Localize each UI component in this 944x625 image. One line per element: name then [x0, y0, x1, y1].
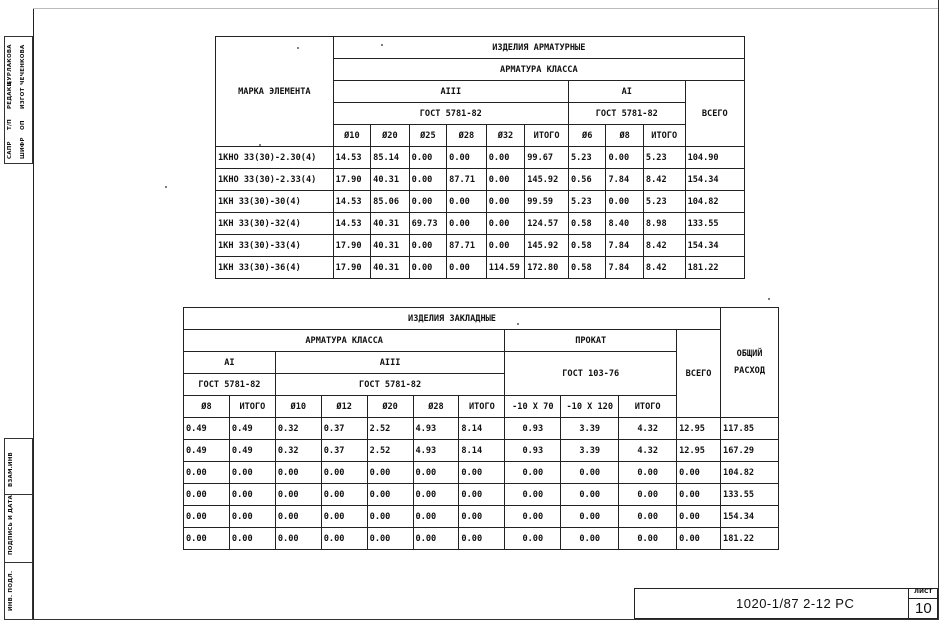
value-cell: 0.00 — [447, 213, 487, 235]
value-cell: 0.00 — [505, 484, 561, 506]
value-cell: 181.22 — [685, 257, 744, 279]
value-cell: 0.00 — [459, 506, 505, 528]
value-cell: 8.42 — [643, 235, 685, 257]
frame-bottom-line — [33, 619, 938, 620]
value-cell: 0.00 — [459, 528, 505, 550]
table-title: ИЗДЕЛИЯ АРМАТУРНЫЕ — [333, 37, 744, 59]
column-header: -10 X 70 — [505, 396, 561, 418]
value-cell: 133.55 — [685, 213, 744, 235]
value-cell: 154.34 — [685, 235, 744, 257]
column-header: ИТОГО — [525, 125, 569, 147]
column-header: Ø10 — [275, 396, 321, 418]
value-cell: 3.39 — [561, 418, 619, 440]
mark-header: МАРКА ЭЛЕМЕНТА — [216, 37, 334, 147]
value-cell: 0.93 — [505, 418, 561, 440]
total-header: ВСЕГО — [677, 330, 721, 418]
value-cell: 4.93 — [413, 418, 459, 440]
table-row — [184, 484, 779, 506]
value-cell: 69.73 — [409, 213, 446, 235]
column-header: ИТОГО — [229, 396, 275, 418]
value-cell: 3.39 — [561, 440, 619, 462]
table-subtitle: АРМАТУРА КЛАССА — [184, 330, 505, 352]
value-cell: 133.55 — [721, 484, 779, 506]
column-header: Ø8 — [184, 396, 230, 418]
value-cell: 8.40 — [606, 213, 643, 235]
table-row — [216, 235, 745, 257]
value-cell: 0.00 — [409, 257, 446, 279]
value-cell: 4.32 — [619, 418, 677, 440]
margin-label: САПР — [7, 141, 13, 159]
column-header: Ø6 — [568, 125, 605, 147]
column-header: Ø12 — [321, 396, 367, 418]
value-cell: 0.93 — [505, 440, 561, 462]
value-cell: 0.00 — [321, 528, 367, 550]
frame-right-line — [938, 0, 939, 620]
value-cell: 8.42 — [643, 257, 685, 279]
class-header: AIII — [333, 81, 568, 103]
value-cell: 0.00 — [486, 191, 525, 213]
value-cell: 0.00 — [459, 484, 505, 506]
value-cell: 0.00 — [184, 506, 230, 528]
scan-speck — [517, 323, 519, 325]
value-cell: 0.00 — [619, 462, 677, 484]
value-cell: 0.00 — [677, 506, 721, 528]
value-cell: 117.85 — [721, 418, 779, 440]
value-cell: 0.49 — [229, 440, 275, 462]
value-cell: 7.84 — [606, 257, 643, 279]
value-cell: 4.32 — [619, 440, 677, 462]
value-cell: 14.53 — [333, 213, 370, 235]
value-cell: 0.00 — [619, 528, 677, 550]
value-cell: 0.00 — [619, 484, 677, 506]
gost-header: ГОСТ 5781-82 — [333, 103, 568, 125]
value-cell: 87.71 — [447, 235, 487, 257]
value-cell: 0.00 — [367, 506, 413, 528]
value-cell: 0.00 — [561, 484, 619, 506]
scan-speck — [165, 186, 167, 188]
margin-label: ОП — [20, 120, 26, 130]
value-cell: 0.37 — [321, 418, 367, 440]
class-header: AI — [184, 352, 276, 374]
scan-speck — [297, 47, 299, 49]
margin-label: Т/П — [7, 119, 13, 130]
table-row — [216, 191, 745, 213]
value-cell: 0.00 — [606, 191, 643, 213]
frame-left-line — [33, 8, 34, 620]
margin-label: РЕДАКЦ — [7, 81, 13, 109]
element-mark-cell: 1КНО 33(30)-2.30(4) — [216, 147, 334, 169]
value-cell: 0.00 — [413, 462, 459, 484]
class-header: AI — [568, 81, 685, 103]
value-cell: 0.00 — [447, 147, 487, 169]
value-cell: 0.00 — [413, 528, 459, 550]
value-cell: 0.00 — [409, 235, 446, 257]
value-cell: 2.52 — [367, 440, 413, 462]
value-cell: 0.00 — [409, 191, 446, 213]
value-cell: 0.37 — [321, 440, 367, 462]
table-row — [184, 440, 779, 462]
value-cell: 5.23 — [643, 191, 685, 213]
value-cell: 0.00 — [459, 462, 505, 484]
table-title: ИЗДЕЛИЯ ЗАКЛАДНЫЕ — [184, 308, 721, 330]
scan-speck — [381, 44, 383, 46]
margin-label: ПОДПИСЬ И ДАТА — [8, 494, 14, 555]
value-cell: 17.90 — [333, 169, 370, 191]
value-cell: 0.00 — [447, 257, 487, 279]
value-cell: 0.00 — [229, 506, 275, 528]
total-header: ВСЕГО — [685, 81, 744, 147]
column-header: Ø25 — [409, 125, 446, 147]
embedded-items-table — [183, 307, 779, 550]
value-cell: 0.00 — [486, 147, 525, 169]
table-row — [184, 462, 779, 484]
value-cell: 0.00 — [321, 484, 367, 506]
value-cell: 5.23 — [568, 147, 605, 169]
value-cell: 0.49 — [229, 418, 275, 440]
value-cell: 0.00 — [486, 169, 525, 191]
value-cell: 5.23 — [643, 147, 685, 169]
value-cell: 0.00 — [606, 147, 643, 169]
element-mark-cell: 1КН 33(30)-33(4) — [216, 235, 334, 257]
value-cell: 8.98 — [643, 213, 685, 235]
value-cell: 0.00 — [367, 484, 413, 506]
column-header: Ø10 — [333, 125, 370, 147]
table-subtitle: АРМАТУРА КЛАССА — [333, 59, 744, 81]
value-cell: 0.00 — [229, 462, 275, 484]
value-cell: 0.00 — [321, 462, 367, 484]
value-cell: 0.00 — [229, 528, 275, 550]
value-cell: 40.31 — [371, 213, 410, 235]
element-mark-cell: 1КН 33(30)-32(4) — [216, 213, 334, 235]
margin-label: ИЗГОТ — [20, 87, 26, 109]
value-cell: 0.00 — [505, 506, 561, 528]
value-cell: 0.58 — [568, 235, 605, 257]
value-cell: 0.00 — [561, 506, 619, 528]
value-cell: 14.53 — [333, 147, 370, 169]
table-row — [216, 213, 745, 235]
value-cell: 7.84 — [606, 169, 643, 191]
value-cell: 0.49 — [184, 418, 230, 440]
value-cell: 114.59 — [486, 257, 525, 279]
value-cell: 8.14 — [459, 418, 505, 440]
element-mark-cell: 1КНО 33(30)-2.33(4) — [216, 169, 334, 191]
value-cell: 0.00 — [486, 235, 525, 257]
value-cell: 0.56 — [568, 169, 605, 191]
element-mark-cell: 1КН 33(30)-30(4) — [216, 191, 334, 213]
value-cell: 0.32 — [275, 440, 321, 462]
value-cell: 0.00 — [367, 462, 413, 484]
column-header: Ø8 — [606, 125, 643, 147]
value-cell: 7.84 — [606, 235, 643, 257]
value-cell: 0.00 — [561, 462, 619, 484]
value-cell: 0.00 — [486, 213, 525, 235]
value-cell: 0.32 — [275, 418, 321, 440]
value-cell: 0.00 — [275, 484, 321, 506]
value-cell: 0.00 — [561, 528, 619, 550]
frame-top-line — [33, 8, 938, 9]
gost-header: ГОСТ 5781-82 — [184, 374, 276, 396]
value-cell: 0.00 — [409, 169, 446, 191]
scan-speck — [768, 298, 770, 300]
value-cell: 0.00 — [184, 528, 230, 550]
value-cell: 0.00 — [275, 528, 321, 550]
prokat-header: ПРОКАТ — [505, 330, 677, 352]
table-row — [216, 257, 745, 279]
column-header: Ø20 — [367, 396, 413, 418]
value-cell: 0.00 — [677, 484, 721, 506]
value-cell: 0.58 — [568, 213, 605, 235]
margin-stamp-bottom — [4, 438, 33, 620]
table-row — [216, 147, 745, 169]
value-cell: 172.80 — [525, 257, 569, 279]
value-cell: 0.00 — [321, 506, 367, 528]
title-block-divider — [908, 598, 938, 599]
table-row — [184, 418, 779, 440]
column-header: ИТОГО — [643, 125, 685, 147]
value-cell: 0.00 — [184, 462, 230, 484]
value-cell: 17.90 — [333, 235, 370, 257]
value-cell: 40.31 — [371, 257, 410, 279]
value-cell: 0.49 — [184, 440, 230, 462]
value-cell: 0.00 — [275, 506, 321, 528]
column-header: Ø28 — [447, 125, 487, 147]
value-cell: 0.00 — [409, 147, 446, 169]
value-cell: 0.00 — [505, 528, 561, 550]
margin-label: ИНВ. ПОДЛ. — [8, 570, 14, 611]
margin-label: ВЗАМ.ИНВ — [8, 452, 14, 487]
value-cell: 87.71 — [447, 169, 487, 191]
gost-header: ГОСТ 103-76 — [505, 352, 677, 396]
margin-stamp-top — [4, 36, 33, 164]
value-cell: 4.93 — [413, 440, 459, 462]
value-cell: 85.14 — [371, 147, 410, 169]
value-cell: 0.00 — [505, 462, 561, 484]
value-cell: 167.29 — [721, 440, 779, 462]
value-cell: 104.90 — [685, 147, 744, 169]
value-cell: 2.52 — [367, 418, 413, 440]
element-mark-cell: 1КН 33(30)-36(4) — [216, 257, 334, 279]
value-cell: 85.06 — [371, 191, 410, 213]
table-row — [184, 506, 779, 528]
gost-header: ГОСТ 5781-82 — [568, 103, 685, 125]
value-cell: 0.00 — [677, 528, 721, 550]
column-header: Ø20 — [371, 125, 410, 147]
value-cell: 40.31 — [371, 235, 410, 257]
value-cell: 154.34 — [685, 169, 744, 191]
value-cell: 124.57 — [525, 213, 569, 235]
value-cell: 104.82 — [685, 191, 744, 213]
value-cell: 12.95 — [677, 440, 721, 462]
value-cell: 5.23 — [568, 191, 605, 213]
title-block-divider — [908, 588, 909, 619]
column-header: ИТОГО — [619, 396, 677, 418]
column-header: Ø28 — [413, 396, 459, 418]
value-cell: 181.22 — [721, 528, 779, 550]
value-cell: 99.59 — [525, 191, 569, 213]
value-cell: 0.00 — [275, 462, 321, 484]
value-cell: 8.14 — [459, 440, 505, 462]
margin-label: ШИФР — [20, 137, 26, 159]
value-cell: 0.00 — [367, 528, 413, 550]
margin-label: ЧЕЧЕНКОВА — [20, 44, 26, 85]
column-header: ИТОГО — [459, 396, 505, 418]
table-row — [184, 528, 779, 550]
gost-header: ГОСТ 5781-82 — [275, 374, 504, 396]
overall-header: ОБЩИЙ РАСХОД — [721, 308, 779, 418]
value-cell: 8.42 — [643, 169, 685, 191]
value-cell: 154.34 — [721, 506, 779, 528]
value-cell: 0.00 — [413, 506, 459, 528]
document-code: 1020-1/87 2-12 PC — [736, 596, 855, 611]
value-cell: 0.00 — [677, 462, 721, 484]
class-header: AIII — [275, 352, 504, 374]
value-cell: 0.00 — [619, 506, 677, 528]
value-cell: 145.92 — [525, 235, 569, 257]
value-cell: 14.53 — [333, 191, 370, 213]
reinforcement-items-table — [215, 36, 745, 279]
table-row — [216, 169, 745, 191]
value-cell: 0.58 — [568, 257, 605, 279]
value-cell: 17.90 — [333, 257, 370, 279]
value-cell: 145.92 — [525, 169, 569, 191]
column-header: Ø32 — [486, 125, 525, 147]
value-cell: 0.00 — [229, 484, 275, 506]
value-cell: 0.00 — [413, 484, 459, 506]
margin-label: БУРЛАКОВА — [7, 44, 13, 85]
sheet-label: ЛИСТ — [914, 588, 933, 595]
column-header: -10 X 120 — [561, 396, 619, 418]
value-cell: 0.00 — [184, 484, 230, 506]
value-cell: 104.82 — [721, 462, 779, 484]
value-cell: 12.95 — [677, 418, 721, 440]
sheet-number: 10 — [915, 600, 932, 617]
scan-speck — [259, 144, 261, 146]
value-cell: 99.67 — [525, 147, 569, 169]
value-cell: 40.31 — [371, 169, 410, 191]
value-cell: 0.00 — [447, 191, 487, 213]
